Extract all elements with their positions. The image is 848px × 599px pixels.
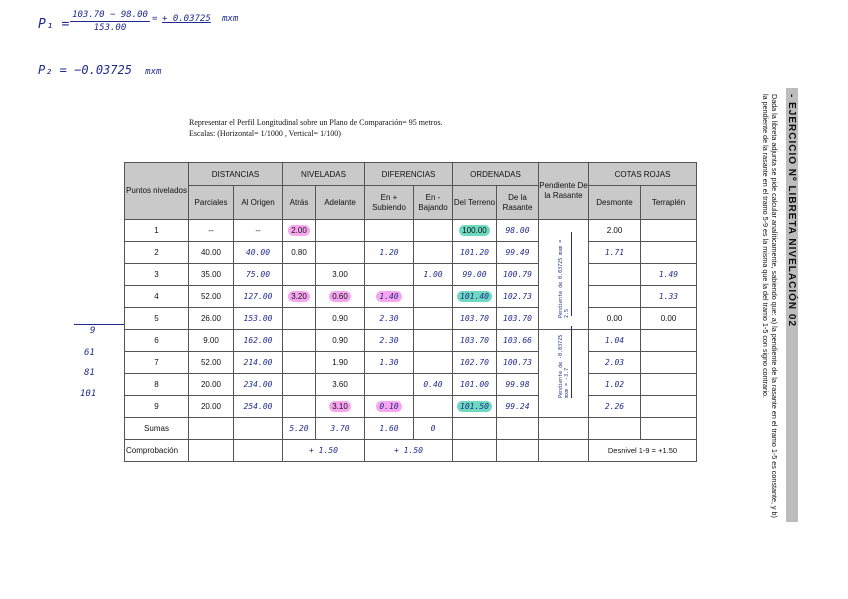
cell-desmonte-value: 1.71 <box>604 248 625 257</box>
cell-atras: 0.80 <box>283 242 316 264</box>
instructions-line1: Representar el Perfil Longitudinal sobre un Plano de Comparación= 95 metros. <box>189 118 443 127</box>
comprobacion-label: Comprobación <box>125 440 189 462</box>
cell-terreno-value: 103.70 <box>460 314 489 323</box>
formula1-unit: mxm <box>222 14 239 24</box>
header-parciales: Parciales <box>189 186 234 220</box>
table-row <box>125 220 697 242</box>
cell-sub-value: 2.30 <box>379 314 399 323</box>
instructions <box>189 117 443 139</box>
exercise-statement: Dada la libreta adjunta se pide calcular analíticamente, sabiendo que: a) la pendiente de la rasante en el tramo 1-5 es constante, y b) la pendiente de la rasante en el tramo 5-9 es la misma que la del tramo 1-5 con signo contrario. <box>761 94 779 518</box>
cell-origen-value: 153.00 <box>243 314 273 323</box>
cell-desmonte-value: 2.03 <box>604 358 625 367</box>
table-row <box>125 264 697 286</box>
cell-baj <box>414 352 453 374</box>
cell-terreno <box>453 352 497 374</box>
cell-adelante <box>316 286 365 308</box>
cell-punto: 1 <box>125 220 189 242</box>
cell-desmonte <box>589 264 641 286</box>
cell-parcial: 52.00 <box>189 352 234 374</box>
cell-parcial: 26.00 <box>189 308 234 330</box>
margin-mark-4: 101 <box>80 389 97 399</box>
cell-terreno-value: 101.50 <box>457 401 492 412</box>
cell-rasante-value: 100.73 <box>503 358 532 367</box>
cell-desmonte: 0.00 <box>589 308 641 330</box>
cell-terreno <box>453 374 497 396</box>
cell-terreno-value: 101.40 <box>457 291 492 302</box>
cell-parcial: 20.00 <box>189 374 234 396</box>
exercise-title: - EJERCICIO Nº LIBRETA NIVELACIÓN 02 <box>786 94 797 328</box>
cell-parcial: 52.00 <box>189 286 234 308</box>
cell-terreno-value: 100.00 <box>459 225 489 236</box>
sumas-baj <box>414 418 453 440</box>
cell-rasante-value: 103.70 <box>503 314 532 323</box>
formula1-numerator: 103.70 − 98.00 <box>70 10 150 22</box>
cell-terraplen <box>641 396 697 418</box>
table-row <box>125 374 697 396</box>
cell-punto: 8 <box>125 374 189 396</box>
cell-atras-value: 3.20 <box>288 291 310 302</box>
margin-mark-1: 9 <box>90 326 96 336</box>
cell-punto: 4 <box>125 286 189 308</box>
header-ordenadas: ORDENADAS <box>453 163 539 186</box>
header-niveladas: NIVELADAS <box>283 163 365 186</box>
cell-rasante-value: 102.73 <box>503 292 532 301</box>
cell-punto: 2 <box>125 242 189 264</box>
header-desmonte: Desmonte <box>589 186 641 220</box>
cell-baj-value: 0.40 <box>423 380 443 389</box>
margin-mark-2: 61 <box>84 348 95 358</box>
cell-atras <box>283 396 316 418</box>
cell-adelante: 0.90 <box>316 308 365 330</box>
table-row <box>125 286 697 308</box>
header-bajando: En - Bajando <box>414 186 453 220</box>
cell-baj <box>414 330 453 352</box>
formula1-fraction <box>70 10 150 33</box>
cell-terreno-value: 99.00 <box>462 270 487 279</box>
cell-sub <box>365 374 414 396</box>
cell-rasante <box>497 242 539 264</box>
comprobacion-diferencias <box>365 440 453 462</box>
cell-origen: -- <box>234 220 283 242</box>
cell-origen-value: 254.00 <box>243 402 273 411</box>
cell-punto: 6 <box>125 330 189 352</box>
cell-baj <box>414 220 453 242</box>
cell-origen <box>234 286 283 308</box>
header-adelante: Adelante <box>316 186 365 220</box>
instructions-line2: Escalas: (Horizontal= 1/1000 , Vertical= 1/100) <box>189 129 341 138</box>
cell-terraplen <box>641 220 697 242</box>
cell-sub-value: 1.20 <box>379 248 399 257</box>
cell-desmonte <box>589 352 641 374</box>
cell-sub-value: 0.10 <box>376 401 401 412</box>
cell-sub <box>365 242 414 264</box>
table-row <box>125 308 697 330</box>
cell-origen <box>234 374 283 396</box>
cell-parcial: 20.00 <box>189 396 234 418</box>
cell-baj <box>414 396 453 418</box>
cell-rasante <box>497 220 539 242</box>
cell-sub <box>365 220 414 242</box>
cell-parcial: 9.00 <box>189 330 234 352</box>
header-cotas: COTAS ROJAS <box>589 163 697 186</box>
cell-terraplen <box>641 352 697 374</box>
slope2-arrow <box>571 326 572 398</box>
sumas-adelante <box>316 418 365 440</box>
cell-sub <box>365 330 414 352</box>
formula1-denominator: 153.00 <box>93 23 127 33</box>
cell-desmonte-value: 2.26 <box>604 402 625 411</box>
cell-origen-value: 162.00 <box>243 336 273 345</box>
cell-origen-value: 40.00 <box>245 248 271 257</box>
cell-sub-value: 2.30 <box>379 336 399 345</box>
comprobacion-row <box>125 440 697 462</box>
cell-rasante-value: 103.66 <box>503 336 532 345</box>
cell-baj <box>414 242 453 264</box>
cell-atras <box>283 286 316 308</box>
header-al-origen: Al Origen <box>234 186 283 220</box>
cell-parcial: -- <box>189 220 234 242</box>
sumas-sub-value: 1.60 <box>379 424 399 433</box>
sumas-atras-value: 5.20 <box>289 424 309 433</box>
cell-terreno <box>453 396 497 418</box>
cell-origen <box>234 330 283 352</box>
cell-punto: 3 <box>125 264 189 286</box>
comprobacion-niveladas <box>283 440 365 462</box>
cell-parcial: 40.00 <box>189 242 234 264</box>
slope1-arrow <box>571 232 572 316</box>
header-pendiente: Pendiente De la Rasante <box>539 163 589 220</box>
cell-desmonte <box>589 374 641 396</box>
cell-terraplen: 0.00 <box>641 308 697 330</box>
cell-parcial: 35.00 <box>189 264 234 286</box>
cell-sub <box>365 308 414 330</box>
cell-desmonte-value: 1.02 <box>604 380 625 389</box>
sumas-atras <box>283 418 316 440</box>
cell-rasante <box>497 396 539 418</box>
cell-adelante-value: 3.10 <box>329 401 351 412</box>
cell-rasante-value: 99.98 <box>505 380 530 389</box>
cell-atras <box>283 330 316 352</box>
comprobacion-diferencias-value: + 1.50 <box>394 446 423 455</box>
cell-atras <box>283 220 316 242</box>
cell-atras-value: 2.00 <box>288 225 310 236</box>
cell-terreno <box>453 308 497 330</box>
cell-origen <box>234 396 283 418</box>
cell-baj-value: 1.00 <box>423 270 443 279</box>
formula1-label: P₁ = <box>38 17 70 32</box>
cell-adelante: 3.60 <box>316 374 365 396</box>
cell-punto: 9 <box>125 396 189 418</box>
cell-rasante-value: 99.24 <box>505 402 530 411</box>
cell-origen <box>234 242 283 264</box>
table-row <box>125 242 697 264</box>
header-rasante: De la Rasante <box>497 186 539 220</box>
cell-adelante <box>316 396 365 418</box>
cell-terraplen-value: 1.49 <box>658 270 679 279</box>
header-diferencias: DIFERENCIAS <box>365 163 453 186</box>
cell-baj <box>414 264 453 286</box>
cell-origen <box>234 264 283 286</box>
cell-terraplen <box>641 242 697 264</box>
sumas-label: Sumas <box>125 418 189 440</box>
cell-desmonte <box>589 242 641 264</box>
cell-rasante <box>497 352 539 374</box>
cell-origen-value: 127.00 <box>243 292 273 301</box>
cell-adelante <box>316 220 365 242</box>
cell-baj <box>414 286 453 308</box>
cell-punto: 7 <box>125 352 189 374</box>
cell-sub <box>365 396 414 418</box>
cell-adelante <box>316 242 365 264</box>
slope1-text: Pendiente de 0.03725 mxm = 2.5 <box>558 239 570 318</box>
cell-origen-value: 234.00 <box>243 380 273 389</box>
formula1-equals: = <box>152 14 158 24</box>
cell-rasante-value: 99.49 <box>505 248 530 257</box>
cell-terreno-value: 101.00 <box>460 380 489 389</box>
cell-terraplen <box>641 286 697 308</box>
cell-terreno <box>453 242 497 264</box>
header-distancias: DISTANCIAS <box>189 163 283 186</box>
cell-rasante <box>497 374 539 396</box>
formula2-value: −0.03725 <box>74 63 132 77</box>
formula2-label: P₂ = <box>38 63 67 77</box>
cell-terreno-value: 102.70 <box>460 358 489 367</box>
cell-rasante-value: 100.79 <box>503 270 532 279</box>
formula2 <box>38 63 161 77</box>
cell-rasante-value: 98.00 <box>505 226 530 235</box>
cell-terraplen <box>641 330 697 352</box>
slope2-text: Pendiente de -0.03725 mxm = -3.7 <box>558 334 570 398</box>
cell-atras <box>283 352 316 374</box>
cell-origen <box>234 308 283 330</box>
cell-baj <box>414 374 453 396</box>
cell-terreno-value: 101.20 <box>460 248 489 257</box>
cell-desmonte: 2.00 <box>589 220 641 242</box>
header-terraplen: Terraplén <box>641 186 697 220</box>
header-atras: Atrás <box>283 186 316 220</box>
cell-sub-value: 1.30 <box>379 358 399 367</box>
cell-terraplen <box>641 374 697 396</box>
cell-rasante <box>497 308 539 330</box>
cell-desmonte-value: 1.04 <box>604 336 625 345</box>
cell-rasante <box>497 264 539 286</box>
cell-desmonte <box>589 286 641 308</box>
cell-terreno <box>453 220 497 242</box>
cell-atras <box>283 308 316 330</box>
cell-origen-value: 214.00 <box>243 358 273 367</box>
sumas-baj-value: 0 <box>430 424 436 433</box>
cell-terreno <box>453 286 497 308</box>
cell-atras <box>283 264 316 286</box>
cell-adelante: 0.90 <box>316 330 365 352</box>
header-terreno: Del Terreno <box>453 186 497 220</box>
cell-desmonte <box>589 330 641 352</box>
formula2-unit: mxm <box>145 67 162 77</box>
cell-rasante <box>497 330 539 352</box>
cell-baj <box>414 308 453 330</box>
cell-sub <box>365 264 414 286</box>
table-row <box>125 330 697 352</box>
cell-adelante: 3.00 <box>316 264 365 286</box>
cell-origen-value: 75.00 <box>245 270 271 279</box>
cell-terreno <box>453 264 497 286</box>
margin-line <box>74 324 124 325</box>
cell-desmonte <box>589 396 641 418</box>
table-row <box>125 352 697 374</box>
margin-mark-3: 81 <box>84 368 95 378</box>
leveling-table <box>124 162 697 462</box>
header-puntos: Puntos nivelados <box>125 163 189 220</box>
cell-sub <box>365 286 414 308</box>
cell-punto: 5 <box>125 308 189 330</box>
cell-terreno <box>453 330 497 352</box>
cell-atras <box>283 374 316 396</box>
cell-sub <box>365 352 414 374</box>
header-subiendo: En + Subiendo <box>365 186 414 220</box>
sumas-row <box>125 418 697 440</box>
formula1-result: + 0.03725 <box>162 14 211 24</box>
sumas-sub <box>365 418 414 440</box>
cell-sub-value: 1.40 <box>376 291 401 302</box>
comprobacion-desnivel: Desnivel 1-9 = +1.50 <box>589 440 697 462</box>
comprobacion-niveladas-value: + 1.50 <box>309 446 338 455</box>
cell-rasante <box>497 286 539 308</box>
cell-terraplen-value: 1.33 <box>658 292 679 301</box>
cell-origen <box>234 352 283 374</box>
table-row <box>125 396 697 418</box>
cell-terreno-value: 103.70 <box>460 336 489 345</box>
sumas-adelante-value: 3.70 <box>330 424 350 433</box>
cell-adelante-value: 0.60 <box>329 291 351 302</box>
cell-adelante: 1.90 <box>316 352 365 374</box>
cell-terraplen <box>641 264 697 286</box>
